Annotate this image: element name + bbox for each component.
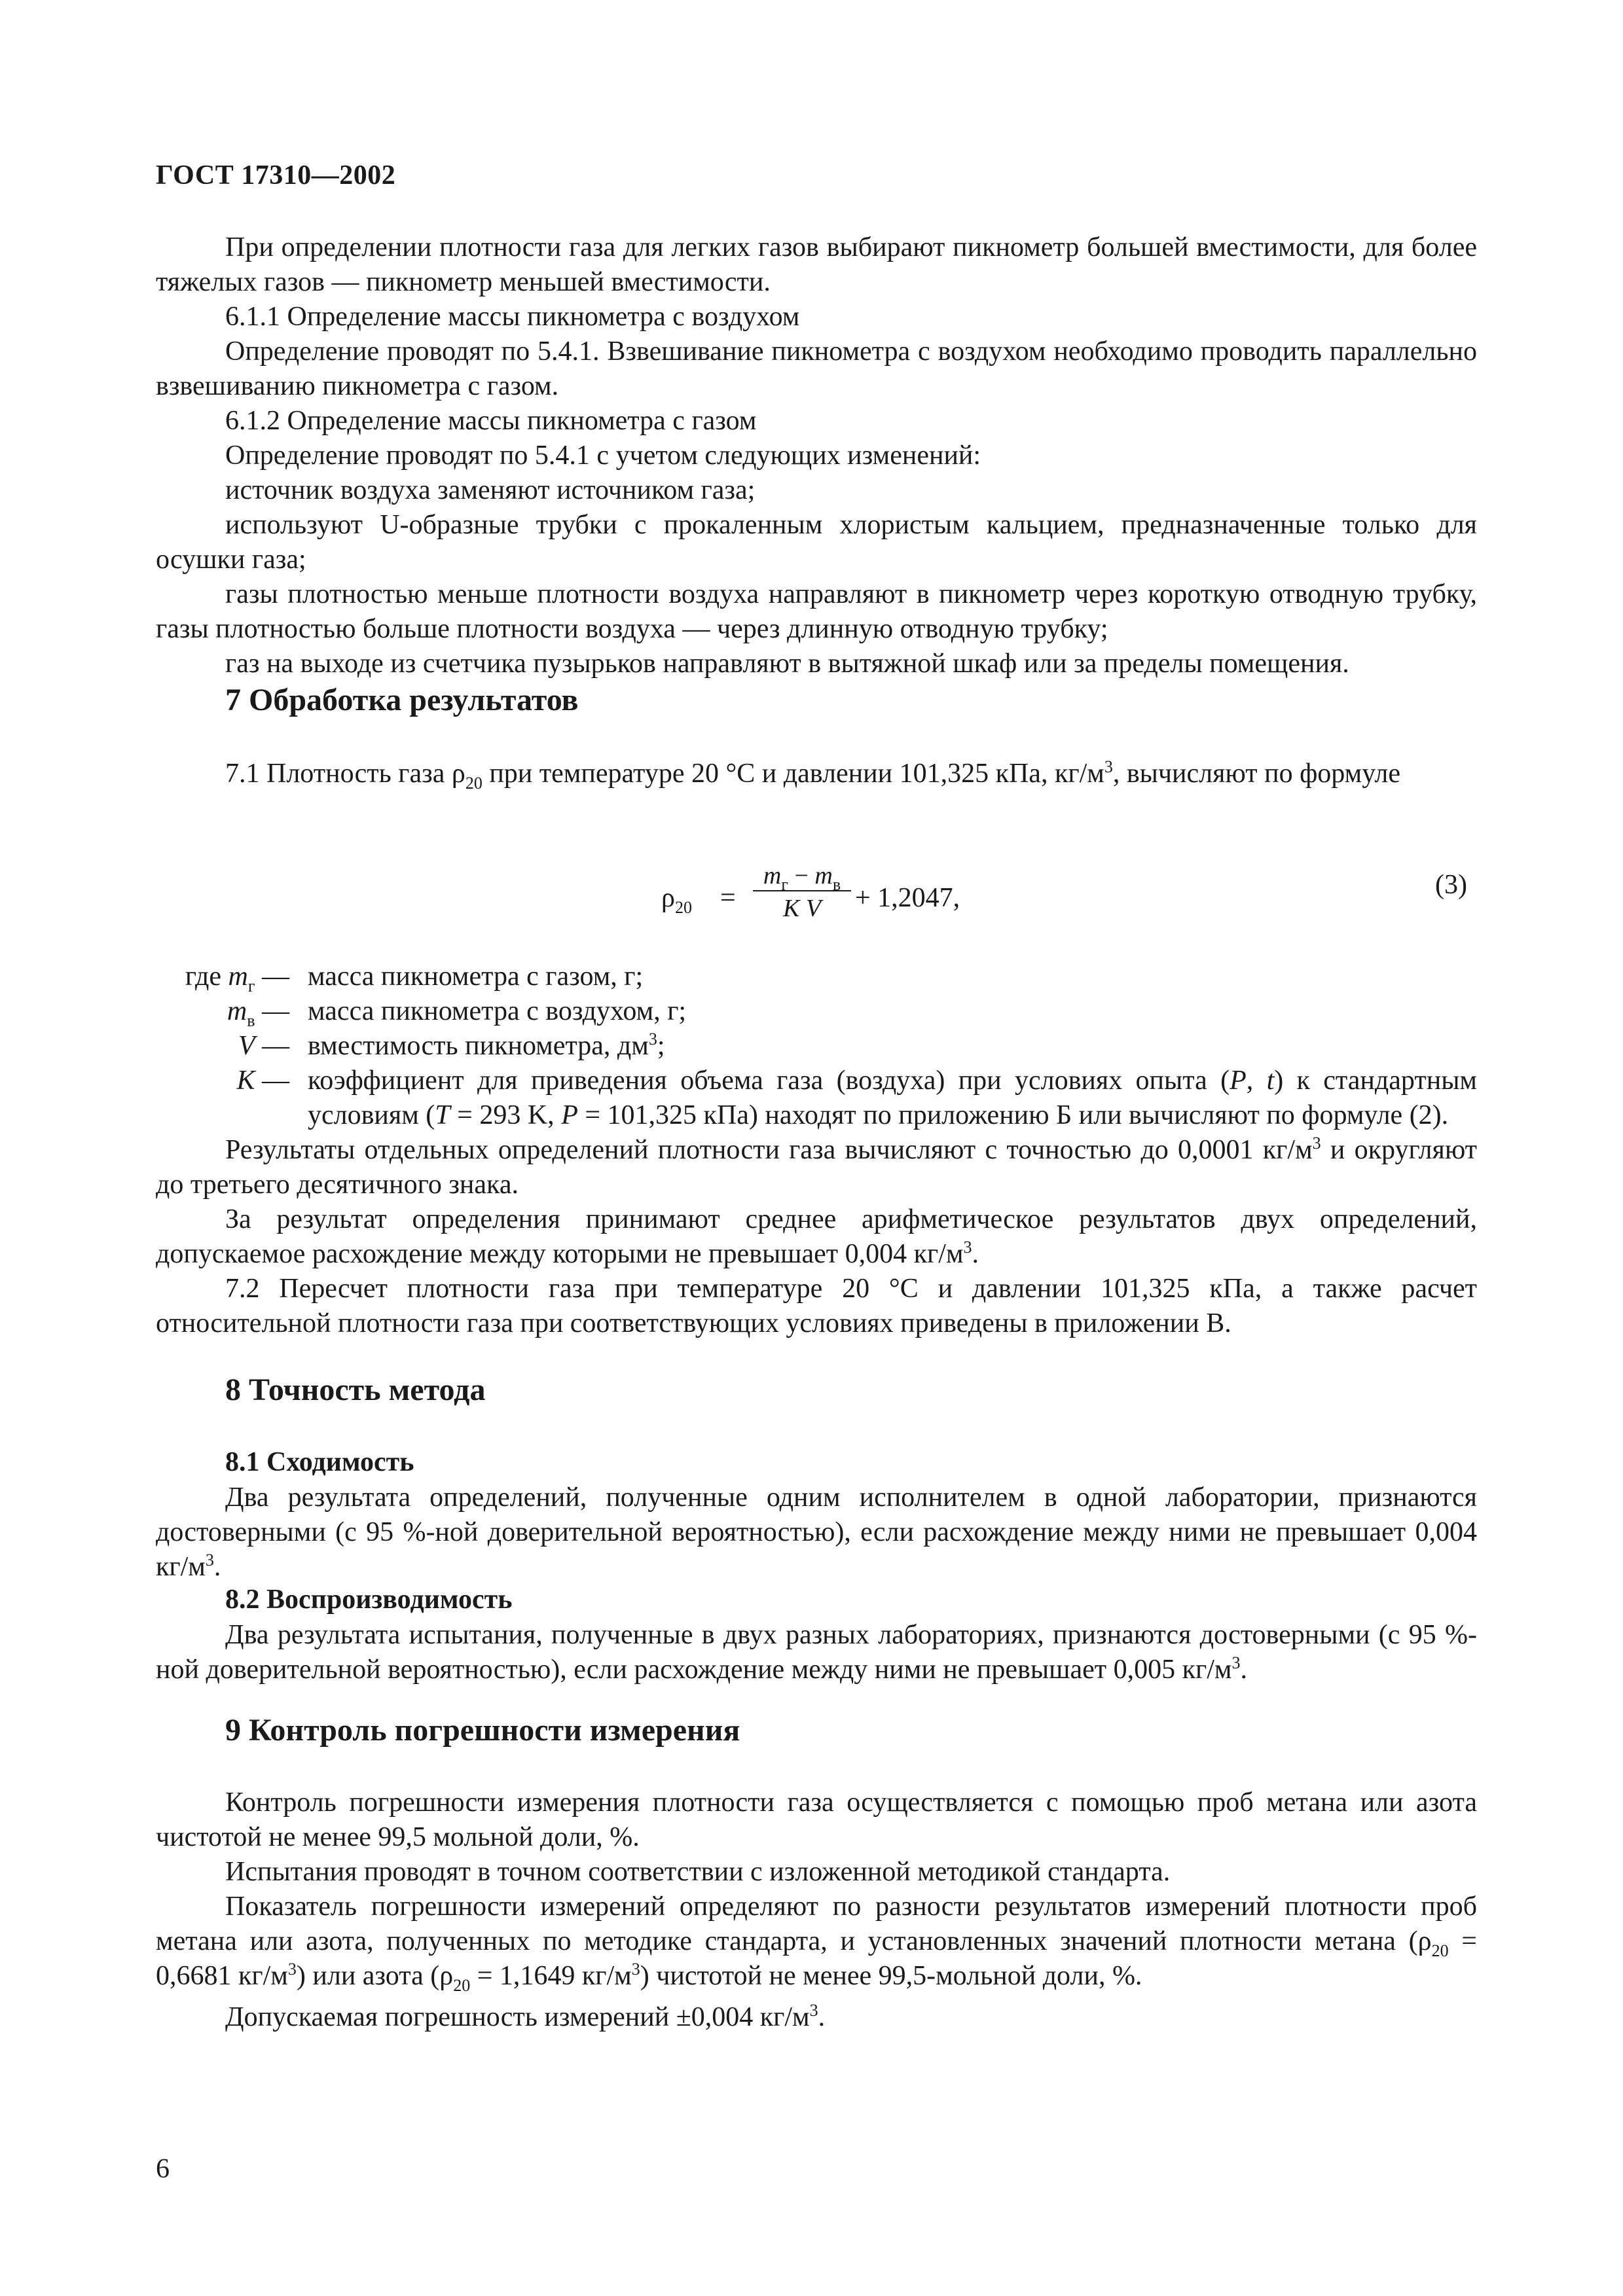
formula-number: (3) — [1435, 870, 1467, 900]
document-header: ГОСТ 17310—2002 — [156, 160, 396, 190]
section-7-title: 7 Обработка результатов — [225, 683, 579, 717]
section-9-paragraph-4: Допускаемая погрешность измерений ±0,004 $кг/м^3$. — [225, 2001, 826, 2032]
paragraph-7-2: 7.2 Пересчет плотности газа при температуре 20 °С и давлении 101,325 кПа, а также расчет относительной плотности газа при соответствующих условиях приведены в приложении В. — [156, 1274, 1477, 1338]
legend-symbol: $m_в$ — — [227, 996, 289, 1030]
formula-3 — [661, 856, 1250, 935]
legend-symbol: K — — [236, 1066, 289, 1096]
formula-denominator: K V — [782, 895, 822, 922]
legend-text: коэффициент для приведения объема газа (воздуха) при условиях опыта (P, t) к стандартным условиям (T = 293 K, P = 101,325 кПа) находят по приложению Б или вычисляют по формуле (2). — [308, 1066, 1477, 1130]
subsection-6-1-1-title: 6.1.1 Определение массы пикнометра с воздухом — [225, 302, 800, 332]
intro-block — [156, 230, 1477, 681]
legend-symbol: где $m_г$ — — [185, 961, 289, 996]
subsection-6-1-2-title: 6.1.2 Определение массы пикнометра с газом — [225, 406, 757, 436]
formula-equals: = — [720, 883, 736, 913]
legend-text: вместимость пикнометра, $дм^3$; — [308, 1030, 665, 1061]
section-9-paragraph-3: Показатель погрешности измерений определяют по разности результатов измерений плотности проб метана или азота, полученных по методике стандарта, и установленных значений плотности метана ($\rho_{20} = 0,6681$ $кг/м^3$) или азота ($\rho_{20} = 1,1649$ $кг/м^3$) чистотой не менее 99,5-мольной доли, %. — [156, 1892, 1477, 1995]
legend-text: масса пикнометра с газом, г; — [308, 961, 644, 992]
section-8-title: 8 Точность метода — [225, 1372, 486, 1407]
legend-symbol: V — — [238, 1031, 289, 1061]
mean-paragraph: За результат определения принимают среднее арифметическое результатов двух определений, допускаемое расхождение между которыми не превышает 0,004 $кг/м^3$. — [156, 1204, 1477, 1269]
list-item: газ на выходе из счетчика пузырьков направляют в вытяжной шкаф или за пределы помещения. — [225, 649, 1349, 679]
subsection-8-2 — [156, 1618, 1477, 1687]
section-9-body — [156, 1785, 1477, 2035]
subsection-8-2-title: 8.2 Воспроизводимость — [225, 1585, 513, 1615]
legend-row-v — [156, 1029, 1477, 1064]
paragraph-7-1: 7.1 Плотность газа $\rho_{20}$ при температуре 20 °С и давлении 101,325 кПа, $кг/м^3$, вычисляют по формуле — [225, 757, 1400, 793]
section-9-title: 9 Контроль погрешности измерения — [225, 1713, 740, 1748]
section-7-results — [156, 1133, 1477, 1341]
subsection-6-1-2-text: Определение проводят по 5.4.1 с учетом следующих изменений: — [225, 440, 981, 471]
legend-text: масса пикнометра с воздухом, г; — [308, 996, 687, 1026]
section-9-paragraph-1: Контроль погрешности измерения плотности газа осуществляется с помощью проб метана или азота чистотой не менее 99,5 мольной доли, %. — [156, 1787, 1477, 1852]
legend-row-mv — [156, 994, 1477, 1029]
formula-constant: + 1,2047, — [855, 883, 960, 913]
formula-fraction — [753, 861, 851, 920]
list-item: используют U-образные трубки с прокаленным хлористым кальцием, предназначенные только для осушки газа; — [156, 510, 1477, 575]
legend-row-mg — [156, 960, 1477, 994]
page-number: 6 — [156, 2154, 170, 2184]
formula-legend — [156, 960, 1477, 1133]
subsection-8-1-text: Два результата определений, полученные одним исполнителем в одной лаборатории, признаются достоверными (с 95 %-ной доверительной вероятностью), если расхождение между ними не превышает 0,004 $кг/м^3$. — [156, 1482, 1477, 1582]
list-item: источник воздуха заменяют источником газа; — [225, 475, 756, 505]
legend-row-k — [156, 1064, 1477, 1133]
formula-lhs: $\rho_{20}$ — [661, 883, 692, 917]
section-9-paragraph-2: Испытания проводят в точном соответствии с изложенной методикой стандарта. — [225, 1857, 1171, 1887]
subsection-8-2-text: Два результата испытания, полученные в двух разных лабораториях, признаются достоверными (с 95 %-ной доверительной вероятностью), если расхождение между ними не превышает 0,005 $кг/м^3$. — [156, 1620, 1477, 1685]
section-7-intro — [156, 757, 1477, 791]
list-item: газы плотностью меньше плотности воздуха направляют в пикнометр через короткую отводную трубку, газы плотностью больше плотности воздуха — через длинную отводную трубку; — [156, 579, 1477, 644]
formula-numerator: $m_г - m_в$ — [763, 862, 841, 894]
results-paragraph: Результаты отдельных определений плотности газа вычисляют с точностью до 0,0001 $кг/м^3$ и округляют до третьего десятичного знака. — [156, 1134, 1477, 1200]
intro-paragraph: При определении плотности газа для легких газов выбирают пикнометр большей вместимости, для более тяжелых газов — пикнометр меньшей вместимости. — [156, 232, 1477, 297]
subsection-6-1-1-text: Определение проводят по 5.4.1. Взвешивание пикнометра с воздухом необходимо проводить параллельно взвешиванию пикнометра с газом. — [156, 336, 1477, 401]
subsection-8-1 — [156, 1480, 1477, 1585]
subsection-8-1-title: 8.1 Сходимость — [225, 1447, 414, 1477]
